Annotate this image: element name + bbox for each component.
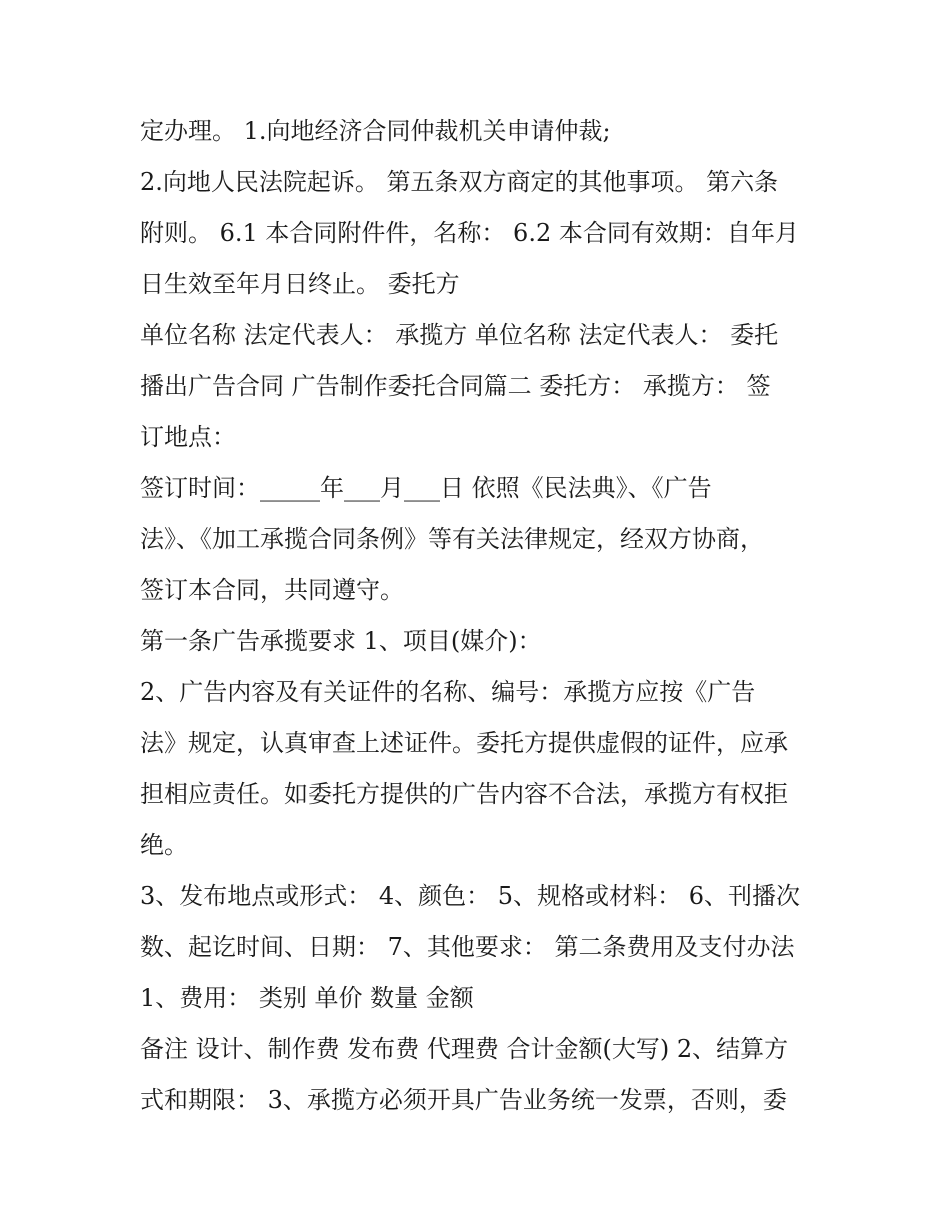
text-line: 定办理。 1.向地经济合同仲裁机关申请仲裁; bbox=[140, 117, 611, 145]
text-line: 担相应责任。如委托方提供的广告内容不合法，承揽方有权拒 bbox=[140, 780, 788, 808]
text-line: 式和期限： 3、承揽方必须开具广告业务统一发票，否则，委 bbox=[140, 1086, 787, 1114]
text-line: 1、费用： 类别 单价 数量 金额 bbox=[140, 984, 474, 1012]
text-line: 第一条广告承揽要求 1、项目(媒介)： bbox=[140, 627, 542, 655]
text-line: 订地点： bbox=[140, 423, 236, 451]
text-line: 2.向地人民法院起诉。 第五条双方商定的其他事项。 第六条 bbox=[140, 168, 779, 196]
text-line: 法》、《加工承揽合同条例》等有关法律规定，经双方协商， bbox=[140, 525, 764, 553]
text-line: 法》规定，认真审查上述证件。委托方提供虚假的证件，应承 bbox=[140, 729, 788, 757]
text-line: 2、广告内容及有关证件的名称、编号：承揽方应按《广告 bbox=[140, 678, 756, 706]
document-body bbox=[140, 106, 830, 1126]
text-line: 备注 设计、制作费 发布费 代理费 合计金额(大写) 2、结算方 bbox=[140, 1035, 789, 1063]
text-line: 日生效至年月日终止。 委托方 bbox=[140, 270, 460, 298]
text-line: 播出广告合同 广告制作委托合同篇二 委托方： 承揽方： 签 bbox=[140, 372, 771, 400]
text-line: 绝。 bbox=[140, 831, 188, 859]
text-line: 单位名称 法定代表人： 承揽方 单位名称 法定代表人： 委托 bbox=[140, 321, 779, 349]
text-line: 签订时间：_____年___月___日 依照《民法典》、《广告 bbox=[140, 474, 712, 502]
text-line: 3、发布地点或形式： 4、颜色： 5、规格或材料： 6、刊播次 bbox=[140, 882, 800, 910]
text-line: 签订本合同，共同遵守。 bbox=[140, 576, 404, 604]
text-line: 附则。 6.1 本合同附件件，名称： 6.2 本合同有效期：自年月 bbox=[140, 219, 799, 247]
text-line: 数、起讫时间、日期： 7、其他要求： 第二条费用及支付办法 bbox=[140, 933, 795, 961]
